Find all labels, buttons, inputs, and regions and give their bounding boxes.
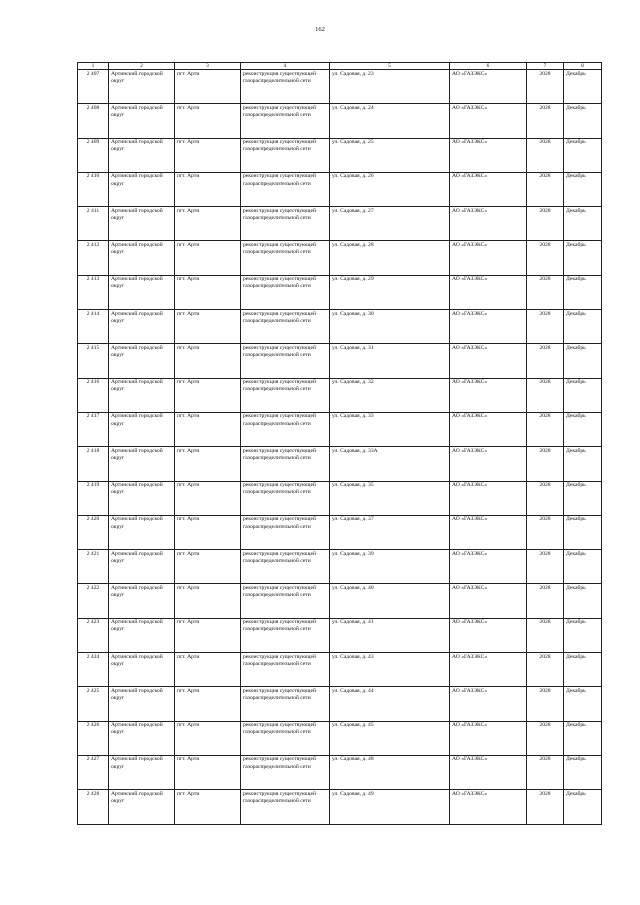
work-type-cell: реконструкция существующей газораспределительной сети: [241, 550, 330, 584]
locality-cell: пгт. Арти: [175, 550, 241, 584]
row-number-cell: 2 417: [78, 412, 109, 446]
work-type-cell: реконструкция существующей газораспределительной сети: [241, 310, 330, 344]
table-row: [78, 447, 602, 481]
month-cell: Декабрь: [564, 755, 602, 789]
table-header: [78, 63, 602, 70]
row-number-cell: 2 422: [78, 584, 109, 618]
table-row: [78, 550, 602, 584]
month-cell: Декабрь: [564, 653, 602, 687]
district-cell: Артинский городской округ: [109, 275, 175, 309]
locality-cell: пгт. Арти: [175, 755, 241, 789]
work-type-cell: реконструкция существующей газораспределительной сети: [241, 653, 330, 687]
column-header: 4: [241, 63, 330, 70]
operator-cell: АО «ГАЗЭКС»: [450, 275, 527, 309]
month-cell: Декабрь: [564, 447, 602, 481]
address-cell: ул. Садовая, д. 44: [330, 687, 450, 721]
row-number-cell: 2 418: [78, 447, 109, 481]
column-header: 1: [78, 63, 109, 70]
operator-cell: АО «ГАЗЭКС»: [450, 70, 527, 104]
address-cell: ул. Садовая, д. 32: [330, 378, 450, 412]
operator-cell: АО «ГАЗЭКС»: [450, 584, 527, 618]
district-cell: Артинский городской округ: [109, 241, 175, 275]
year-cell: 2028: [527, 344, 564, 378]
district-cell: Артинский городской округ: [109, 447, 175, 481]
work-type-cell: реконструкция существующей газораспределительной сети: [241, 481, 330, 515]
year-cell: 2028: [527, 310, 564, 344]
month-cell: Декабрь: [564, 481, 602, 515]
address-cell: ул. Садовая, д. 27: [330, 207, 450, 241]
year-cell: 2028: [527, 721, 564, 755]
operator-cell: АО «ГАЗЭКС»: [450, 687, 527, 721]
work-type-cell: реконструкция существующей газораспределительной сети: [241, 515, 330, 549]
month-cell: Декабрь: [564, 584, 602, 618]
year-cell: 2028: [527, 241, 564, 275]
year-cell: 2028: [527, 275, 564, 309]
work-type-cell: реконструкция существующей газораспределительной сети: [241, 412, 330, 446]
table-row: [78, 104, 602, 138]
locality-cell: пгт. Арти: [175, 172, 241, 206]
row-number-cell: 2 408: [78, 104, 109, 138]
locality-cell: пгт. Арти: [175, 412, 241, 446]
operator-cell: АО «ГАЗЭКС»: [450, 515, 527, 549]
locality-cell: пгт. Арти: [175, 104, 241, 138]
month-cell: Декабрь: [564, 241, 602, 275]
address-cell: ул. Садовая, д. 23: [330, 70, 450, 104]
row-number-cell: 2 412: [78, 241, 109, 275]
district-cell: Артинский городской округ: [109, 70, 175, 104]
row-number-cell: 2 426: [78, 721, 109, 755]
work-type-cell: реконструкция существующей газораспределительной сети: [241, 344, 330, 378]
table-row: [78, 138, 602, 172]
year-cell: 2028: [527, 378, 564, 412]
row-number-cell: 2 427: [78, 755, 109, 789]
table-row: [78, 70, 602, 104]
district-cell: Артинский городской округ: [109, 584, 175, 618]
row-number-cell: 2 428: [78, 790, 109, 824]
locality-cell: пгт. Арти: [175, 138, 241, 172]
district-cell: Артинский городской округ: [109, 138, 175, 172]
work-type-cell: реконструкция существующей газораспределительной сети: [241, 687, 330, 721]
row-number-cell: 2 409: [78, 138, 109, 172]
month-cell: Декабрь: [564, 378, 602, 412]
locality-cell: пгт. Арти: [175, 618, 241, 652]
address-cell: ул. Садовая, д. 33: [330, 412, 450, 446]
month-cell: Декабрь: [564, 70, 602, 104]
locality-cell: пгт. Арти: [175, 687, 241, 721]
locality-cell: пгт. Арти: [175, 310, 241, 344]
year-cell: 2028: [527, 172, 564, 206]
row-number-cell: 2 416: [78, 378, 109, 412]
locality-cell: пгт. Арти: [175, 241, 241, 275]
year-cell: 2028: [527, 207, 564, 241]
operator-cell: АО «ГАЗЭКС»: [450, 378, 527, 412]
header-row: [78, 63, 602, 70]
operator-cell: АО «ГАЗЭКС»: [450, 172, 527, 206]
row-number-cell: 2 411: [78, 207, 109, 241]
district-cell: Артинский городской округ: [109, 550, 175, 584]
table-row: [78, 584, 602, 618]
column-header: 5: [330, 63, 450, 70]
month-cell: Декабрь: [564, 790, 602, 824]
work-type-cell: реконструкция существующей газораспределительной сети: [241, 70, 330, 104]
table-row: [78, 207, 602, 241]
month-cell: Декабрь: [564, 687, 602, 721]
locality-cell: пгт. Арти: [175, 790, 241, 824]
row-number-cell: 2 423: [78, 618, 109, 652]
locality-cell: пгт. Арти: [175, 721, 241, 755]
work-type-cell: реконструкция существующей газораспределительной сети: [241, 378, 330, 412]
column-header: 3: [175, 63, 241, 70]
district-cell: Артинский городской округ: [109, 515, 175, 549]
operator-cell: АО «ГАЗЭКС»: [450, 721, 527, 755]
month-cell: Декабрь: [564, 515, 602, 549]
table-row: [78, 344, 602, 378]
district-cell: Артинский городской округ: [109, 378, 175, 412]
operator-cell: АО «ГАЗЭКС»: [450, 412, 527, 446]
row-number-cell: 2 419: [78, 481, 109, 515]
year-cell: 2028: [527, 138, 564, 172]
operator-cell: АО «ГАЗЭКС»: [450, 790, 527, 824]
work-type-cell: реконструкция существующей газораспределительной сети: [241, 447, 330, 481]
month-cell: Декабрь: [564, 138, 602, 172]
month-cell: Декабрь: [564, 721, 602, 755]
year-cell: 2028: [527, 618, 564, 652]
row-number-cell: 2 421: [78, 550, 109, 584]
row-number-cell: 2 420: [78, 515, 109, 549]
row-number-cell: 2 425: [78, 687, 109, 721]
row-number-cell: 2 415: [78, 344, 109, 378]
locality-cell: пгт. Арти: [175, 275, 241, 309]
year-cell: 2028: [527, 550, 564, 584]
table-row: [78, 687, 602, 721]
year-cell: 2028: [527, 653, 564, 687]
work-type-cell: реконструкция существующей газораспределительной сети: [241, 275, 330, 309]
table-row: [78, 275, 602, 309]
work-type-cell: реконструкция существующей газораспределительной сети: [241, 584, 330, 618]
work-type-cell: реконструкция существующей газораспределительной сети: [241, 207, 330, 241]
year-cell: 2028: [527, 104, 564, 138]
year-cell: 2028: [527, 515, 564, 549]
locality-cell: пгт. Арти: [175, 344, 241, 378]
table-row: [78, 481, 602, 515]
district-cell: Артинский городской округ: [109, 790, 175, 824]
table-row: [78, 653, 602, 687]
district-cell: Артинский городской округ: [109, 755, 175, 789]
year-cell: 2028: [527, 755, 564, 789]
address-cell: ул. Садовая, д. 33А: [330, 447, 450, 481]
year-cell: 2028: [527, 584, 564, 618]
page-number: 162: [315, 26, 325, 33]
work-type-cell: реконструкция существующей газораспределительной сети: [241, 618, 330, 652]
row-number-cell: 2 414: [78, 310, 109, 344]
year-cell: 2028: [527, 790, 564, 824]
month-cell: Декабрь: [564, 550, 602, 584]
locality-cell: пгт. Арти: [175, 653, 241, 687]
column-header: 6: [450, 63, 527, 70]
row-number-cell: 2 407: [78, 70, 109, 104]
table-row: [78, 241, 602, 275]
operator-cell: АО «ГАЗЭКС»: [450, 344, 527, 378]
locality-cell: пгт. Арти: [175, 515, 241, 549]
table-body: [78, 70, 602, 825]
month-cell: Декабрь: [564, 412, 602, 446]
work-type-cell: реконструкция существующей газораспределительной сети: [241, 721, 330, 755]
operator-cell: АО «ГАЗЭКС»: [450, 447, 527, 481]
year-cell: 2028: [527, 687, 564, 721]
district-cell: Артинский городской округ: [109, 653, 175, 687]
district-cell: Артинский городской округ: [109, 310, 175, 344]
month-cell: Декабрь: [564, 104, 602, 138]
address-cell: ул. Садовая, д. 43: [330, 653, 450, 687]
address-cell: ул. Садовая, д. 26: [330, 172, 450, 206]
registry-table: [77, 62, 602, 825]
column-header: 7: [527, 63, 564, 70]
district-cell: Артинский городской округ: [109, 104, 175, 138]
address-cell: ул. Садовая, д. 41: [330, 618, 450, 652]
year-cell: 2028: [527, 70, 564, 104]
operator-cell: АО «ГАЗЭКС»: [450, 481, 527, 515]
address-cell: ул. Садовая, д. 37: [330, 515, 450, 549]
locality-cell: пгт. Арти: [175, 207, 241, 241]
address-cell: ул. Садовая, д. 30: [330, 310, 450, 344]
work-type-cell: реконструкция существующей газораспределительной сети: [241, 790, 330, 824]
locality-cell: пгт. Арти: [175, 584, 241, 618]
month-cell: Декабрь: [564, 207, 602, 241]
row-number-cell: 2 413: [78, 275, 109, 309]
work-type-cell: реконструкция существующей газораспределительной сети: [241, 241, 330, 275]
address-cell: ул. Садовая, д. 24: [330, 104, 450, 138]
year-cell: 2028: [527, 447, 564, 481]
operator-cell: АО «ГАЗЭКС»: [450, 138, 527, 172]
month-cell: Декабрь: [564, 618, 602, 652]
locality-cell: пгт. Арти: [175, 70, 241, 104]
work-type-cell: реконструкция существующей газораспределительной сети: [241, 104, 330, 138]
district-cell: Артинский городской округ: [109, 412, 175, 446]
table-row: [78, 378, 602, 412]
operator-cell: АО «ГАЗЭКС»: [450, 653, 527, 687]
work-type-cell: реконструкция существующей газораспределительной сети: [241, 172, 330, 206]
address-cell: ул. Садовая, д. 25: [330, 138, 450, 172]
district-cell: Артинский городской округ: [109, 344, 175, 378]
address-cell: ул. Садовая, д. 35: [330, 481, 450, 515]
year-cell: 2028: [527, 481, 564, 515]
address-cell: ул. Садовая, д. 31: [330, 344, 450, 378]
district-cell: Артинский городской округ: [109, 618, 175, 652]
address-cell: ул. Садовая, д. 45: [330, 721, 450, 755]
district-cell: Артинский городской округ: [109, 207, 175, 241]
address-cell: ул. Садовая, д. 28: [330, 241, 450, 275]
table-row: [78, 515, 602, 549]
address-cell: ул. Садовая, д. 49: [330, 790, 450, 824]
month-cell: Декабрь: [564, 344, 602, 378]
operator-cell: АО «ГАЗЭКС»: [450, 310, 527, 344]
locality-cell: пгт. Арти: [175, 378, 241, 412]
table-row: [78, 412, 602, 446]
address-cell: ул. Садовая, д. 48: [330, 755, 450, 789]
table-row: [78, 172, 602, 206]
work-type-cell: реконструкция существующей газораспределительной сети: [241, 755, 330, 789]
month-cell: Декабрь: [564, 310, 602, 344]
row-number-cell: 2 424: [78, 653, 109, 687]
column-header: 2: [109, 63, 175, 70]
month-cell: Декабрь: [564, 172, 602, 206]
table-row: [78, 755, 602, 789]
address-cell: ул. Садовая, д. 39: [330, 550, 450, 584]
month-cell: Декабрь: [564, 275, 602, 309]
table-row: [78, 721, 602, 755]
table-row: [78, 310, 602, 344]
table-row: [78, 790, 602, 824]
table-row: [78, 618, 602, 652]
district-cell: Артинский городской округ: [109, 481, 175, 515]
year-cell: 2028: [527, 412, 564, 446]
operator-cell: АО «ГАЗЭКС»: [450, 550, 527, 584]
work-type-cell: реконструкция существующей газораспределительной сети: [241, 138, 330, 172]
address-cell: ул. Садовая, д. 40: [330, 584, 450, 618]
locality-cell: пгт. Арти: [175, 481, 241, 515]
operator-cell: АО «ГАЗЭКС»: [450, 755, 527, 789]
operator-cell: АО «ГАЗЭКС»: [450, 618, 527, 652]
column-header: 8: [564, 63, 602, 70]
district-cell: Артинский городской округ: [109, 172, 175, 206]
row-number-cell: 2 410: [78, 172, 109, 206]
operator-cell: АО «ГАЗЭКС»: [450, 241, 527, 275]
locality-cell: пгт. Арти: [175, 447, 241, 481]
address-cell: ул. Садовая, д. 29: [330, 275, 450, 309]
operator-cell: АО «ГАЗЭКС»: [450, 104, 527, 138]
operator-cell: АО «ГАЗЭКС»: [450, 207, 527, 241]
district-cell: Артинский городской округ: [109, 721, 175, 755]
district-cell: Артинский городской округ: [109, 687, 175, 721]
